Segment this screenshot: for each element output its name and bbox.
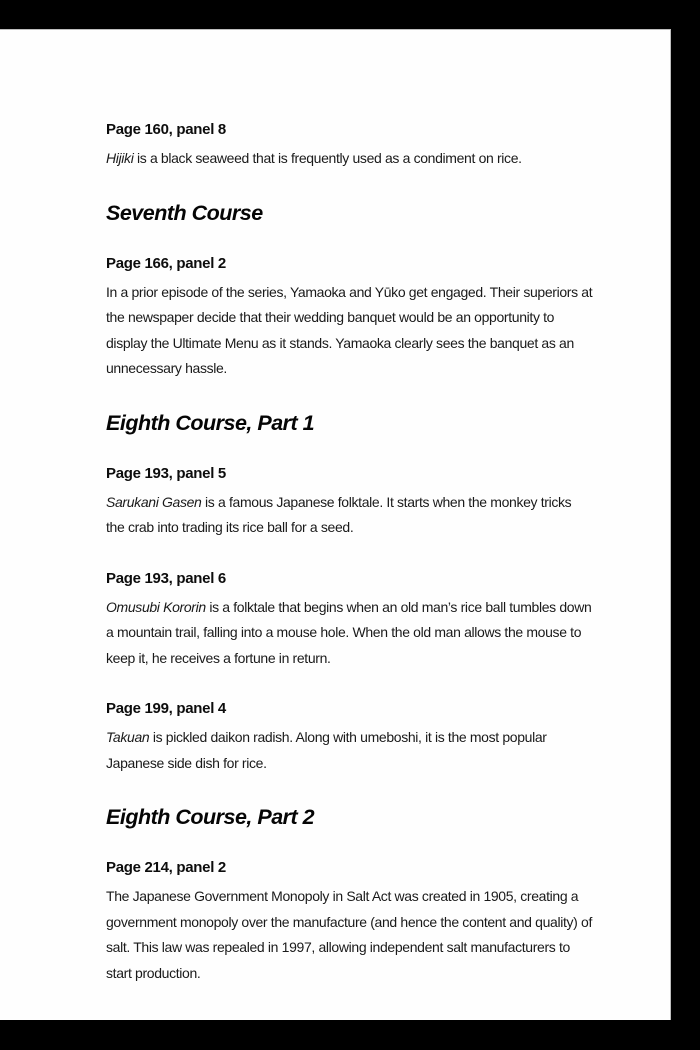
note-entry [106,569,593,672]
note-entry [106,858,593,986]
entry-page-label: Page 193, panel 5 [106,464,226,482]
course-heading: Seventh Course [106,200,263,225]
entry-page-label: Page 193, panel 6 [106,569,226,587]
entry-text: is a famous Japanese folktale. It starts when the monkey tricks the crab into trading its rice ball for a seed. [106,493,572,535]
notes-section [106,804,593,986]
note-entry [106,464,593,541]
entry-term: Omusubi Kororin [106,598,206,615]
entry-body [106,146,593,172]
entry-term: Hijiki [106,150,134,166]
entry-page-label: Page 160, panel 8 [106,121,226,138]
entry-body [106,490,593,541]
note-entry [106,254,593,382]
course-heading: Eighth Course, Part 2 [106,805,315,829]
book-page [0,29,671,1020]
entry-text: is pickled daikon radish. Along with umeboshi, it is the most popular Japanese side dish for rice. [106,729,547,771]
entry-page-label: Page 166, panel 2 [106,254,226,272]
entry-text: is a black seaweed that is frequently used as a condiment on rice. [133,150,522,166]
notes-section [106,200,593,382]
notes-section [106,410,593,777]
entry-body [106,725,593,776]
notes-section [106,120,593,172]
entry-text: The Japanese Government Monopoly in Salt Act was created in 1905, creating a government monopoly over the manufacture (and hence the content and quality) of salt. This law was repealed in 1997, allowing independent salt manufacturers to start production. [106,888,593,981]
entry-term: Sarukani Gasen [106,493,202,510]
entry-page-label: Page 214, panel 2 [106,859,226,876]
course-heading: Eighth Course, Part 1 [106,410,315,435]
note-entry [106,699,593,776]
entry-body [106,884,593,986]
entry-body [106,280,593,382]
entry-text: is a folktale that begins when an old man’s rice ball tumbles down a mountain trail, falling into a mouse hole. When the old man allows the mouse to keep it, he receives a fortune in return. [106,598,592,666]
note-entry [106,120,593,172]
entry-page-label: Page 199, panel 4 [106,700,226,717]
entry-term: Takuan [106,729,150,745]
entry-text: In a prior episode of the series, Yamaoka and Yūko get engaged. Their superiors at the newspaper decide that their wedding banquet would be an opportunity to display the Ultimate Menu as it stands. Yamaoka clearly sees the banquet as an unnecessary hassle. [106,283,593,376]
entry-body [106,595,593,672]
